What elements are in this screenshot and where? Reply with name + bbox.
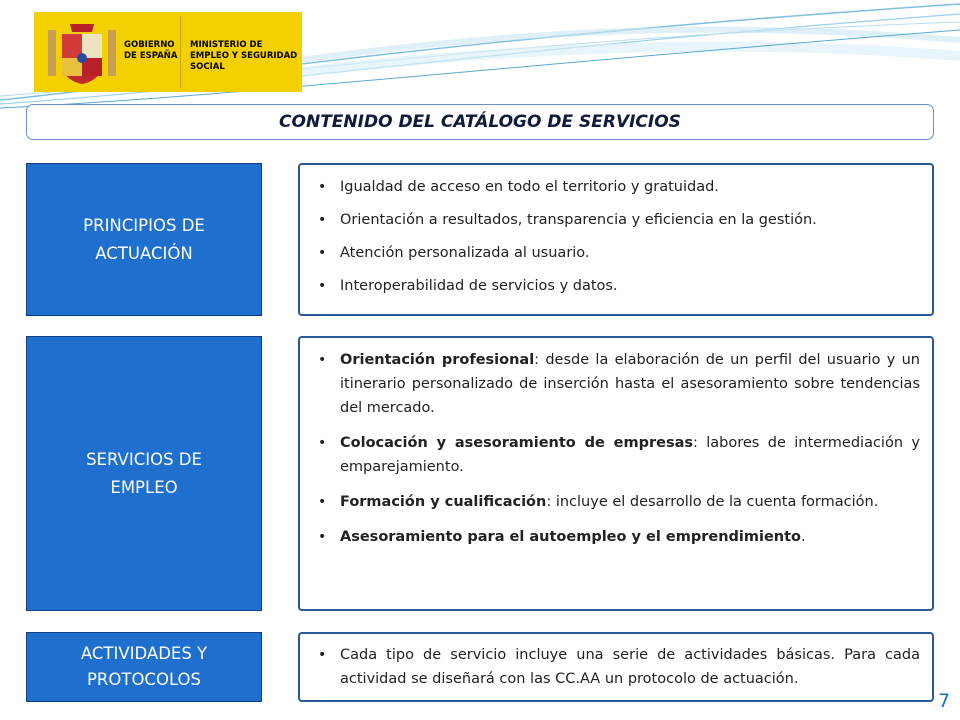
list-item: • Colocación y asesoramiento de empresas: labores de intermediación y emparejamiento.	[312, 431, 920, 479]
logo-divider	[180, 16, 181, 88]
government-logo	[34, 12, 302, 92]
list-item: • Cada tipo de servicio incluye una serie de actividades básicas. Para cada actividad se diseñará con las CC.AA un protocolo de actuación.	[312, 643, 920, 691]
section-content-servicios	[298, 336, 934, 611]
list-item: • Asesoramiento para el autoempleo y el emprendimiento.	[312, 525, 920, 549]
section-content-actividades	[298, 632, 934, 702]
list-item: • Orientación profesional: desde la elaboración de un perfil del usuario y un itinerario personalizado de inserción hasta el asesoramiento sobre tendencias del mercado.	[312, 348, 920, 420]
coat-of-arms-icon	[46, 20, 118, 86]
page-number: 7	[938, 690, 951, 712]
section-label-servicios: SERVICIOS DE EMPLEO	[26, 336, 262, 611]
logo-right-text: MINISTERIO DE EMPLEO Y SEGURIDAD SOCIAL	[190, 40, 298, 72]
section-label-actividades: ACTIVIDADES Y PROTOCOLOS	[26, 632, 262, 702]
section-content-principios	[298, 163, 934, 316]
list-item: • Igualdad de acceso en todo el territorio y gratuidad.	[312, 175, 920, 199]
list-item: • Interoperabilidad de servicios y datos.	[312, 274, 920, 298]
logo-left-text: GOBIERNO DE ESPAÑA	[124, 40, 178, 61]
slide-title-bar	[26, 104, 934, 140]
section-label-principios: PRINCIPIOS DE ACTUACIÓN	[26, 163, 262, 316]
list-item: • Atención personalizada al usuario.	[312, 241, 920, 265]
slide-title: CONTENIDO DEL CATÁLOGO DE SERVICIOS	[279, 112, 681, 132]
list-item: • Formación y cualificación: incluye el desarrollo de la cuenta formación.	[312, 490, 920, 514]
list-item: • Orientación a resultados, transparencia y eficiencia en la gestión.	[312, 208, 920, 232]
